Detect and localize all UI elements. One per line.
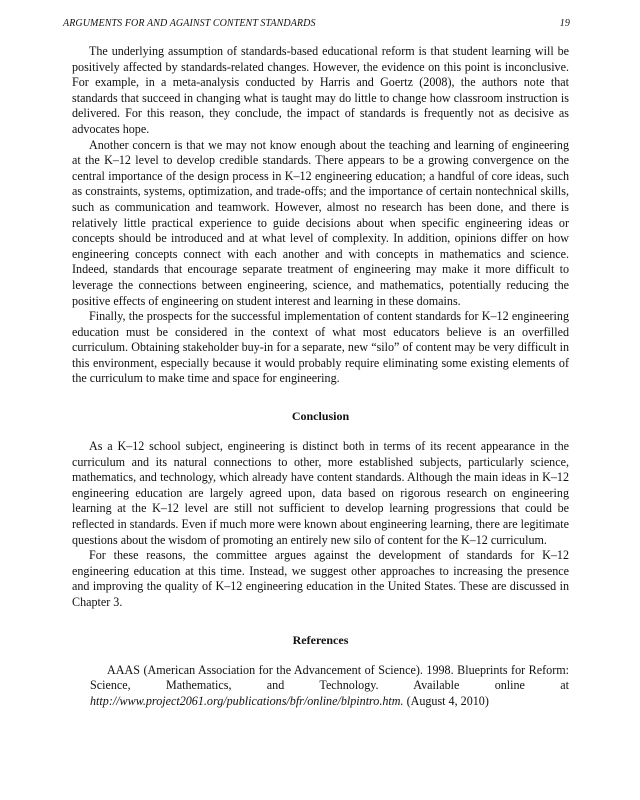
paragraph-finally: Finally, the prospects for the successful implementation of content standards for K–12 engineering education must be considered in the context of what most educators believe is an overfilled curriculum. Obtaining stakeholder buy-in for a separate, new “silo” of content may be very difficult in this environment, especially because it would probably require eliminating some existing elements of the curriculum to make time and space for engineering. — [72, 309, 569, 386]
running-title: ARGUMENTS FOR AND AGAINST CONTENT STANDARDS — [63, 18, 316, 29]
page-number: 19 — [559, 18, 570, 29]
reference-date: (August 4, 2010) — [403, 693, 489, 708]
reference-url[interactable]: http://www.project2061.org/publications/bfr/online/blpintro.htm. — [90, 693, 404, 708]
paragraph-conclusion-1: As a K–12 school subject, engineering is distinct both in terms of its recent appearance in the curriculum and its natural connections to other, more established subjects, particularly science, mathematics, and technology, which already have content standards. Although the main ideas in K–12 engineering education are largely agreed upon, data based on rigorous research on engineering learning at the K–12 level are still not sufficient to develop learning progressions that could be reflected in standards. Even if much more were known about engineering learning, there are legitimate questions about the wisdom of promoting an entirely new silo of content for the K–12 curriculum. — [72, 439, 569, 547]
paragraph-conclusion-2: For these reasons, the committee argues against the development of standards for K–12 engineering education at this time. Instead, we suggest other approaches to increasing the presence and improving the quality of K–12 engineering education in the United States. These are discussed in Chapter 3. — [72, 548, 569, 609]
body-text — [72, 44, 569, 709]
paragraph-standards-assumption: The underlying assumption of standards-based educational reform is that student learning will be positively affected by standards-related changes. However, the evidence on this point is inconclusive. For example, in a meta-analysis conducted by Harris and Goertz (2008), the authors note that standards that succeed in changing what is taught may do little to change how classroom instruction is delivered. For this reason, they conclude, the impact of standards is frequently not as decisive as advocates hope. — [72, 44, 569, 136]
references-heading: References — [292, 632, 349, 647]
reference-text: AAAS (American Association for the Advancement of Science). 1998. Blueprints for Reform: Science, Mathematics, and Technology. Available online at — [90, 662, 569, 693]
conclusion-heading: Conclusion — [291, 409, 350, 424]
reference-entry — [72, 663, 569, 710]
paragraph-another-concern: Another concern is that we may not know enough about the teaching and learning of engineering at the K–12 level to develop credible standards. There appears to be a growing convergence on the central importance of the design process in K–12 engineering education; a handful of core ideas, such as constraints, systems, optimization, and trade-offs; and the importance of certain nontechnical skills, such as communication and teamwork. However, almost no research has been done, and there is relatively little practical experience to guide decisions about when specific engineering ideas or concepts should be introduced and at what level of complexity. In addition, opinions differ on how engineering concepts connect with each another and with concepts in mathematics and science. Indeed, standards that encourage separate treatment of engineering may make it more difficult to leverage the connections between engineering, science, and mathematics, potentially reducing the positive effects of engineering on student interest and learning in these domains. — [72, 137, 569, 308]
running-header — [63, 18, 570, 34]
